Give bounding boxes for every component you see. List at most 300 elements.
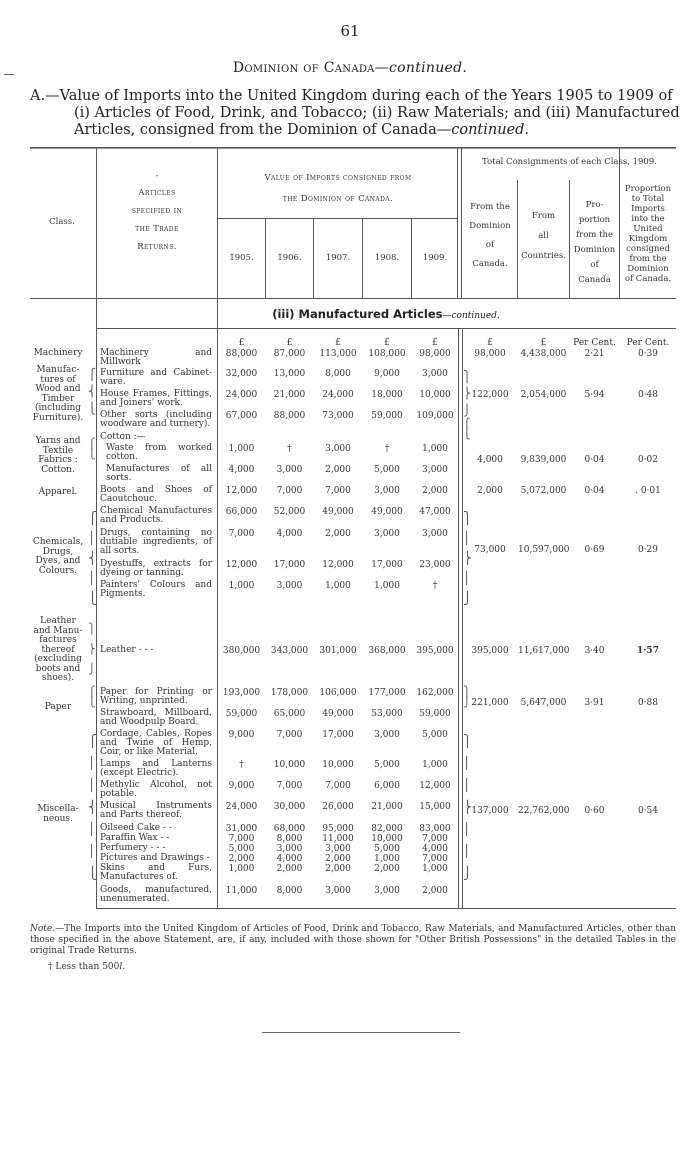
unit-pound: £: [238, 338, 245, 348]
header-dominion-line: of: [485, 240, 495, 250]
class-line: (including: [34, 403, 82, 413]
brace-yarns: ⎧ ⎩: [88, 439, 96, 460]
class-line: Drugs,: [42, 546, 74, 557]
total-proportion: 0·69: [584, 545, 605, 555]
header-articles-line: Returns.: [137, 242, 177, 252]
value-cell: 2,000: [325, 529, 351, 539]
value-cell: 83,000: [419, 824, 451, 834]
value-cell: 1,000: [422, 444, 448, 454]
total-proportion-total: 0·39: [637, 349, 659, 359]
value-cell: 68,000: [273, 824, 306, 834]
header-proportion: [570, 198, 619, 288]
total-proportion: 2·21: [584, 349, 605, 359]
brace-total-yarns: ⎧ ⎩: [463, 419, 471, 440]
header-total-group: Total Consignments of each Class, 1909.: [482, 157, 657, 167]
header-dash: -: [155, 171, 159, 181]
value-cell: 7,000: [276, 781, 303, 791]
col-rule-total-a: [457, 148, 458, 298]
header-articles-line: Articles: [138, 188, 176, 198]
header-proportion-line: portion: [578, 215, 611, 225]
value-cell: 95,000: [322, 824, 354, 834]
total-dominion: 122,000: [471, 390, 509, 400]
value-cell: 10,000: [371, 834, 403, 844]
brace-leather: ⎫ ⎬ ⎭: [88, 624, 96, 675]
value-cell: 59,000: [371, 411, 403, 421]
value-cell: 7,000: [422, 834, 448, 844]
total-dominion: 4,000: [477, 455, 503, 465]
header-pt-line: Dominion: [627, 264, 669, 274]
value-cell: 3,000: [422, 369, 448, 379]
article-cell: Skins and Furs, Manufactures of.: [100, 863, 212, 883]
value-cell: 1,000: [422, 864, 448, 874]
value-cell: 82,000: [371, 824, 403, 834]
value-cell: 8,000: [325, 369, 351, 379]
header-all-line: From: [531, 211, 556, 221]
total-dominion: 2,000: [477, 486, 503, 496]
header-pt-line: from the: [629, 254, 667, 264]
value-cell: 59,000: [419, 709, 451, 719]
class-apparel: [30, 488, 86, 498]
value-cell: 18,000: [371, 390, 403, 400]
value-cell: 178,000: [270, 688, 309, 698]
value-cell: 13,000: [273, 369, 306, 379]
value-cell: 1,000: [228, 864, 255, 874]
class-leather: [30, 617, 86, 684]
class-line: Machinery: [33, 348, 83, 358]
article-cell: Strawboard, Millboard, and Woodpulp Board.: [100, 708, 212, 728]
footnote-dagger: [48, 962, 125, 972]
class-line: tures of: [40, 374, 76, 385]
value-cell: 12,000: [225, 560, 258, 570]
value-cell: 3,000: [276, 581, 303, 591]
value-cell: 5,000: [374, 844, 400, 854]
value-cell: 2,000: [276, 864, 303, 874]
total-all: 9,839,000: [520, 455, 567, 465]
total-dominion: 395,000: [471, 646, 509, 656]
article-cell: Musical Instruments and Parts thereof.: [100, 801, 212, 821]
value-cell: 109,000: [416, 411, 454, 421]
class-line: Paper: [44, 702, 72, 712]
header-pt-line: of Canada.: [624, 274, 672, 284]
header-from-dominion: [463, 198, 517, 274]
class-machinery: [30, 349, 86, 359]
total-dominion: 98,000: [474, 349, 506, 359]
value-cell: 3,000: [325, 444, 351, 454]
value-cell: 1,000: [228, 444, 255, 454]
article-cell: Paper for Printing or Writing, unprinted.: [100, 687, 212, 707]
class-line: boots and: [35, 663, 81, 674]
article-cell: Leather - - -: [100, 645, 154, 655]
value-cell: 47,000: [419, 507, 451, 517]
total-all: 11,617,000: [518, 646, 570, 656]
dagger-text: † Less than 500: [48, 962, 120, 972]
value-cell: 1,000: [374, 854, 400, 864]
header-proportion-line: from the: [575, 230, 613, 240]
header-year-1909: 1909.: [422, 253, 448, 263]
value-cell: 113,000: [319, 349, 357, 359]
article-cell: Drugs, containing no dutiable ingredients, of all sorts.: [100, 528, 212, 557]
value-cell: 17,000: [371, 560, 403, 570]
value-cell: 2,000: [422, 886, 448, 896]
brace-total-wood: ⎫ ⎬ ⎭: [463, 370, 472, 417]
value-cell: 12,000: [225, 486, 258, 496]
total-dominion: 73,000: [474, 545, 506, 555]
article-cell: Dyestuffs, extracts for dyeing or tanning.: [100, 559, 212, 579]
dagger-unit: l.: [119, 962, 126, 972]
value-cell: 395,000: [416, 646, 454, 656]
total-proportion: 3·40: [584, 646, 605, 656]
total-proportion: 3·91: [584, 698, 605, 708]
value-cell: 12,000: [419, 781, 451, 791]
value-cell: 6,000: [374, 781, 400, 791]
value-cell: †: [239, 760, 244, 770]
header-pt-line: Imports: [631, 204, 665, 214]
unit-pound: £: [487, 338, 493, 348]
value-cell: 88,000: [273, 411, 306, 421]
class-line: Yarns and: [35, 436, 81, 446]
value-cell: 3,000: [325, 844, 351, 854]
class-line: Dyes, and: [35, 556, 81, 566]
value-cell: 88,000: [225, 349, 258, 359]
class-line: Timber: [41, 393, 75, 404]
value-cell: 49,000: [371, 507, 403, 517]
closing-rule: [262, 1032, 460, 1033]
value-cell: 87,000: [273, 349, 306, 359]
value-cell: 3,000: [374, 529, 400, 539]
header-dominion-line: From the: [470, 202, 510, 212]
total-proportion: 0·60: [584, 806, 605, 816]
total-all: 2,054,000: [520, 390, 567, 400]
value-cell: 67,000: [225, 411, 258, 421]
header-articles-line: the Trade: [135, 224, 179, 234]
value-cell: 12,000: [322, 560, 354, 570]
total-dominion: 221,000: [471, 698, 509, 708]
header-year-1907: 1907.: [325, 253, 351, 263]
value-cell: 73,000: [322, 411, 354, 421]
header-all-line: all: [538, 231, 549, 241]
value-cell: 2,000: [228, 854, 255, 864]
value-cell: 66,000: [225, 507, 258, 517]
value-cell: 11,000: [322, 834, 354, 844]
caption-line-2: (i) Articles of Food, Drink, and Tobacco; (ii) Raw Materials; and (iii) Manufactured: [74, 105, 680, 121]
value-cell: 2,000: [325, 465, 351, 475]
value-cell: 3,000: [325, 886, 351, 896]
caption-line-3-text: Articles, consigned from the Dominion of Canada—: [74, 122, 452, 138]
header-articles: [100, 184, 214, 256]
header-proportion-total: [620, 184, 676, 284]
value-cell: †: [384, 444, 390, 454]
class-line: Miscella-: [37, 804, 79, 814]
col-rule-total-b: [461, 148, 462, 298]
total-proportion-total: 0·02: [637, 455, 659, 465]
class-line: Cotton.: [41, 464, 75, 475]
header-articles-line: specified in: [131, 206, 183, 216]
header-proportion-line: Pro-: [585, 200, 604, 210]
value-cell: 193,000: [222, 688, 261, 698]
header-proportion-line: Canada: [578, 275, 611, 285]
total-all: 5,072,000: [520, 486, 567, 496]
article-cell: Machinery and Millwork: [100, 348, 212, 368]
value-cell: 21,000: [273, 390, 306, 400]
value-cell: 3,000: [422, 529, 448, 539]
value-cell: 7,000: [276, 730, 303, 740]
value-cell: 17,000: [273, 560, 306, 570]
table-top-rule-inner: [30, 148, 676, 149]
unit-percent: Per Cent.: [626, 338, 670, 348]
value-cell: 2,000: [325, 864, 351, 874]
article-cell: Boots and Shoes of Caoutchouc.: [100, 485, 212, 505]
value-cell: 7,000: [325, 781, 351, 791]
value-cell: 24,000: [225, 390, 258, 400]
value-cell: 53,000: [371, 709, 403, 719]
brace-chemicals: ⎧ │ ⎨ │ ⎩: [88, 511, 97, 605]
article-cell: Chemical Manufactures and Products.: [100, 506, 212, 526]
caption-line-3: [30, 122, 676, 139]
class-line: Apparel.: [38, 487, 78, 497]
value-cell: 5,000: [422, 730, 448, 740]
value-cell: 3,000: [374, 886, 400, 896]
value-cell: 26,000: [322, 802, 354, 812]
unit-percent: Per Cent.: [573, 338, 616, 348]
running-head-title: Dominion of Canada: [232, 60, 375, 76]
total-proportion-total: 1·57: [637, 646, 659, 656]
value-cell: 9,000: [228, 781, 255, 791]
value-cell: 177,000: [368, 688, 406, 698]
class-line: Colours.: [38, 565, 78, 576]
value-cell: 59,000: [225, 709, 258, 719]
class-line: Textile: [42, 445, 74, 456]
total-proportion: 0·04: [584, 486, 605, 496]
table-bottom-rule: [96, 908, 676, 909]
footnote-text: —The Imports into the United Kingdom of Articles of Food, Drink and Tobacco, Raw Materials, and Manufactured Articles, other than those specified in the above Statement, are, if any, included with those shown for "Other British Possessions" in the detailed Tables in the original Trade Returns.: [30, 924, 676, 956]
header-dominion-line: Dominion: [469, 221, 511, 231]
article-cell: Manufactures of all sorts.: [106, 464, 212, 484]
value-cell: 4,000: [228, 465, 255, 475]
header-class: Class.: [49, 217, 75, 227]
unit-pound: £: [540, 338, 547, 348]
header-year-1905: 1905.: [229, 253, 254, 263]
value-cell: 7,000: [325, 486, 351, 496]
value-cell: 1,000: [374, 581, 400, 591]
value-cell: †: [432, 581, 438, 591]
unit-pound: £: [384, 338, 390, 348]
value-cell: 4,000: [422, 844, 448, 854]
class-line: Wood and: [35, 384, 81, 394]
value-cell: 4,000: [276, 854, 303, 864]
footnote-label: Note.: [30, 924, 56, 934]
total-all: 4,438,000: [520, 349, 567, 359]
article-cell: Goods, manufactured, unenumerated.: [100, 885, 212, 905]
value-cell: 32,000: [225, 369, 258, 379]
brace-wood: ⎧ ⎨ ⎩: [88, 368, 97, 415]
header-all-line: Countries.: [521, 251, 566, 261]
value-cell: 49,000: [322, 709, 354, 719]
running-head: Dominion of Canada—continued.: [232, 60, 468, 76]
value-cell: 5,000: [374, 465, 400, 475]
class-line: and Manu-: [33, 625, 83, 636]
value-cell: 106,000: [319, 688, 357, 698]
total-proportion: 5·94: [584, 390, 605, 400]
header-dominion-line: Canada.: [472, 259, 508, 269]
header-proportion-line: of: [590, 260, 599, 270]
value-cell: 1,000: [325, 581, 351, 591]
value-cell: 3,000: [374, 730, 400, 740]
value-cell: 7,000: [276, 486, 303, 496]
value-cell: 162,000: [416, 688, 454, 698]
article-cell: Pictures and Drawings -: [100, 853, 210, 863]
value-cell: 65,000: [273, 709, 306, 719]
article-cell: Oilseed Cake - -: [100, 823, 172, 833]
value-cell: 9,000: [228, 730, 255, 740]
value-cell: 2,000: [325, 854, 351, 864]
value-cell: 30,000: [273, 802, 306, 812]
value-cell: 4,000: [276, 529, 303, 539]
body-rule-total-a: [458, 328, 459, 908]
article-cell: House Frames, Fittings, and Joiners' work.: [100, 389, 212, 409]
total-all: 10,597,000: [518, 545, 570, 555]
value-cell: 9,000: [374, 369, 400, 379]
class-wood: [30, 366, 86, 423]
article-cell: Waste from worked cotton.: [106, 443, 212, 463]
article-cell: Lamps and Lanterns (except Electric).: [100, 759, 212, 779]
total-proportion-total: . 0·01: [635, 486, 661, 496]
caption-line-1: A.—Value of Imports into the United Kingdom during each of the Years 1905 to 1909 of: [30, 88, 673, 104]
value-cell: 23,000: [419, 560, 451, 570]
value-cell: 8,000: [276, 886, 303, 896]
class-line: Leather: [40, 616, 76, 626]
class-line: shoes).: [41, 673, 75, 683]
value-cell: 17,000: [322, 730, 354, 740]
header-pt-line: Kingdom: [628, 234, 668, 244]
brace-total-paper: ⎫ ⎭: [463, 687, 471, 708]
caption-continued: continued.: [451, 122, 530, 138]
class-chemicals: [30, 538, 86, 576]
total-proportion-total: 0·54: [637, 806, 659, 816]
value-cell: 3,000: [276, 465, 303, 475]
value-cell: 52,000: [273, 507, 306, 517]
article-cell: Paraffin Wax - -: [100, 833, 170, 843]
header-value-line: the Dominion of Canada.: [282, 194, 394, 204]
section-continued: —continued.: [442, 311, 500, 321]
class-line: neous.: [43, 813, 73, 824]
value-cell: 2,000: [374, 864, 400, 874]
article-cell: Methylic Alcohol, not potable.: [100, 780, 212, 800]
article-cell: Other sorts (including woodware and turnery).: [100, 410, 212, 430]
value-cell: 15,000: [419, 802, 451, 812]
total-proportion: 0·04: [584, 455, 605, 465]
unit-pound: £: [432, 338, 438, 348]
total-proportion-total: 0·29: [637, 545, 659, 555]
value-cell: 7,000: [422, 854, 448, 864]
value-cell: 5,000: [374, 760, 400, 770]
class-line: thereof: [41, 644, 75, 655]
class-line: factures: [39, 635, 77, 645]
value-cell: 10,000: [273, 760, 306, 770]
header-pt-line: to Total: [631, 194, 665, 204]
value-cell: 301,000: [319, 646, 357, 656]
article-cell: Cordage, Cables, Ropes and Twine of Hemp, Coir, or like Material.: [100, 729, 212, 758]
header-proportion-line: Dominion: [573, 245, 616, 255]
value-cell: 3,000: [374, 486, 400, 496]
total-all: 22,762,000: [518, 806, 570, 816]
value-cell: 108,000: [368, 349, 406, 359]
article-cell: Furniture and Cabinet-ware.: [100, 368, 212, 388]
value-cell: 7,000: [228, 529, 255, 539]
class-line: Fabrics :: [38, 455, 78, 465]
header-pt-line: into the: [631, 214, 665, 224]
value-cell: 368,000: [368, 646, 406, 656]
value-cell: 24,000: [322, 390, 354, 400]
value-cell: 1,000: [422, 760, 448, 770]
total-all: 5,647,000: [520, 698, 567, 708]
header-value-line: Value of Imports consigned from: [264, 173, 412, 183]
value-cell: †: [287, 444, 292, 454]
class-line: Manufac-: [36, 365, 80, 375]
value-cell: 2,000: [422, 486, 448, 496]
value-cell: 21,000: [371, 802, 403, 812]
value-cell: 10,000: [419, 390, 451, 400]
header-pt-line: Proportion: [624, 184, 672, 194]
page-number: 61: [340, 22, 360, 40]
class-paper: [30, 703, 86, 713]
header-pt-line: consigned: [626, 244, 670, 254]
brace-total-chemicals: ⎫ │ ⎬ │ ⎭: [463, 511, 472, 605]
total-proportion-total: 0·48: [637, 390, 659, 400]
value-cell: 7,000: [228, 834, 255, 844]
value-cell: 10,000: [322, 760, 354, 770]
value-cell: 24,000: [225, 802, 258, 812]
value-cell: 3,000: [422, 465, 448, 475]
section-title: (iii) Manufactured Articles: [272, 307, 443, 321]
value-cell: 31,000: [225, 824, 258, 834]
article-cell: Cotton :—: [100, 432, 146, 442]
value-cell: 380,000: [222, 646, 261, 656]
header-year-1906: 1906.: [277, 253, 302, 263]
value-cell: 8,000: [276, 834, 303, 844]
table-caption: [30, 88, 680, 139]
unit-pound: £: [286, 338, 293, 348]
unit-pound: £: [335, 338, 341, 348]
years-rule: [218, 218, 458, 219]
class-line: Chemicals,: [32, 537, 84, 547]
section-heading: [96, 307, 676, 321]
value-cell: 5,000: [228, 844, 255, 854]
brace-paper: ⎧ ⎩: [88, 687, 96, 708]
brace-misc: ⎧ │ │ ⎨ │ │ ⎩: [88, 734, 97, 880]
header-pt-line: United: [633, 224, 663, 234]
header-year-1908: 1908.: [374, 253, 400, 263]
value-cell: 3,000: [276, 844, 303, 854]
article-cell: Painters' Colours and Pigments.: [100, 580, 212, 600]
running-head-continued: continued.: [389, 60, 468, 76]
total-dominion: 137,000: [471, 806, 509, 816]
section-rule: [96, 328, 676, 329]
value-cell: 49,000: [322, 507, 354, 517]
class-yarns: [30, 437, 86, 475]
brace-total-misc: ⎫ │ │ ⎬ │ │ ⎭: [463, 734, 472, 880]
header-from-all: [518, 206, 569, 266]
value-cell: 343,000: [270, 646, 309, 656]
header-value-group: [220, 168, 456, 210]
total-proportion-total: 0·88: [637, 698, 659, 708]
article-cell: Perfumery - - -: [100, 843, 166, 853]
header-bottom-rule: [30, 298, 676, 299]
class-line: Furniture).: [32, 412, 84, 423]
value-cell: 98,000: [419, 349, 451, 359]
value-cell: 11,000: [225, 886, 258, 896]
footnote-note: [30, 924, 676, 957]
value-cell: 1,000: [228, 581, 255, 591]
